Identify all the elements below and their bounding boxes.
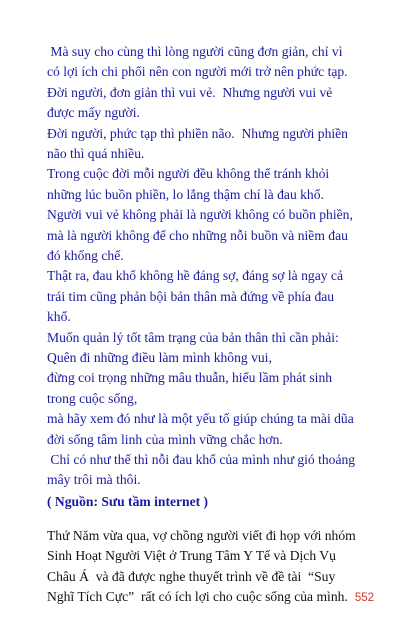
text-line: mà hãy xem đó như là một yếu tố giúp chúng ta mài dũa — [47, 411, 354, 427]
text-line: mây trôi mà thôi. — [47, 472, 141, 488]
text-line: Chỉ có như thế thì nỗi đau khổ của mình như gió thoảng — [47, 452, 356, 467]
text-line: Nghĩ Tích Cực” rất có ích lợi cho cuộc sống của mình. — [47, 589, 348, 605]
text-line: Người vui vẻ không phải là người không có buồn phiền, — [47, 207, 353, 223]
text-line: mà là người không để cho những nỗi buồn và niềm đau — [47, 227, 348, 243]
text-line: được mấy người. — [47, 105, 140, 121]
text-line: đời sống tâm linh của mình vững chắc hơn. — [47, 431, 283, 447]
text-line: trong cuộc sống, — [47, 390, 138, 406]
text-line: những lúc buồn phiền, lo lắng thậm chí là đau khổ. — [47, 186, 324, 202]
text-line: khổ. — [47, 309, 71, 325]
text-line: có lợi ích chi phối nên con người mới trở nên phức tạp. — [47, 64, 348, 80]
text-line: Đời người, phức tạp thì phiền não. Nhưng người phiền — [47, 125, 348, 141]
text-line: Thứ Năm vừa qua, vợ chồng người viết đi họp với nhóm — [47, 528, 356, 543]
text-line: Sinh Hoạt Người Việt ở Trung Tâm Y Tế và Dịch Vụ — [47, 548, 336, 564]
source-credit: ( Nguồn: Sưu tầm internet ) — [47, 494, 209, 509]
text-line: Mà suy cho cùng thì lòng người cũng đơn giản, chỉ vì — [47, 44, 343, 59]
text-line: Thật ra, đau khổ không hề đáng sợ, đáng sợ là ngay cả — [47, 268, 343, 284]
page-number: 552 — [354, 592, 374, 604]
text-line: Châu Á và đã được nghe thuyết trình về đề tài “Suy — [47, 568, 336, 584]
text-line: trái tim cũng phản bội bản thân mà đứng về phía đau — [47, 288, 335, 304]
text-line: Quên đi những điều làm mình không vui, — [47, 350, 272, 365]
text-line: Trong cuộc đời mỗi người đều không thể tránh khỏi — [47, 166, 330, 182]
text-line: đó khống chế. — [47, 248, 124, 263]
text-line: đừng coi trọng những mâu thuẫn, hiểu lầm phát sinh — [47, 370, 333, 386]
text-line: não thì quá nhiều. — [47, 146, 145, 161]
text-line: Đời người, đơn giản thì vui vẻ. Nhưng người vui vẻ — [47, 84, 333, 100]
text-line: Muốn quản lý tốt tâm trạng của bản thân thì cần phải: — [47, 329, 339, 345]
